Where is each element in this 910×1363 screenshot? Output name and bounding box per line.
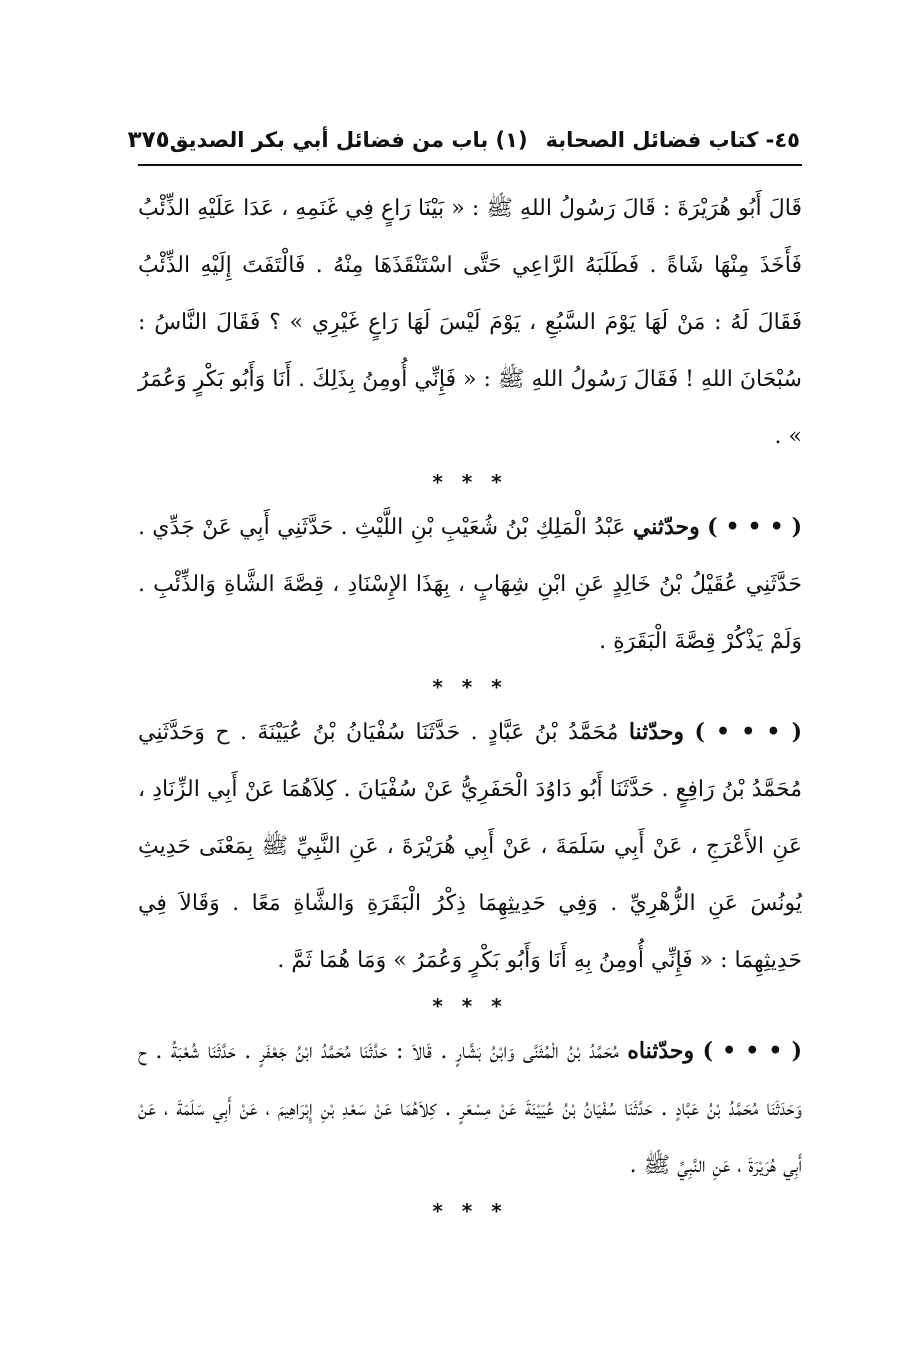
narration-lead: وحدّثناه [627,1038,695,1064]
hadith-paragraph-3 [138,704,802,989]
page-body [138,180,802,1228]
chapter-title: ٤٥- كتاب فضائل الصحابة [545,128,800,152]
section-separator: * * * [432,994,508,1018]
section-separator: * * * [432,470,508,494]
hadith-number: ( • • • ) [694,719,802,745]
hadith-number: ( • • • ) [702,1038,803,1064]
header-rule [138,164,802,166]
paragraph-text: قَالَ أَبُو هُرَيْرَةَ : قَالَ رَسُولُ اللهِ ﷺ : « بَيْنَا رَاعٍ فِي غَنَمِهِ ، عَدَا عَلَيْهِ الذِّئْبُ فَأَخَذَ مِنْهَا شَاةً . فَطَلَبَهُ الرَّاعِي حَتَّى اسْتَنْقَذَهَا مِنْهُ . فَالْتَفَتَ إِلَيْهِ الذِّئْبُ فَقَالَ لَهُ : مَنْ لَهَا يَوْمَ السَّبُعِ ، يَوْمَ لَيْسَ لَهَا رَاعٍ غَيْرِي » ؟ فَقَالَ النَّاسُ : سُبْحَانَ اللهِ ! فَقَالَ رَسُولُ اللهِ ﷺ : « فَإِنِّي أُومِنُ بِذَلِكَ . أَنَا وَأَبُو بَكْرٍ وَعُمَرُ » . [138,196,802,449]
section-separator: * * * [432,675,508,699]
narration-lead: وحدّثني [632,514,700,540]
hadith-number: ( • • • ) [707,514,803,540]
hadith-paragraph-4 [138,1023,802,1194]
hadith-paragraph-2 [138,499,802,670]
narration-lead: وحدّثنا [628,719,685,745]
running-header [127,118,800,162]
paragraph-text: مُحَمَّدُ بْنُ الْمُثَنَّى وَابْنُ بَشَّارٍ . قَالاَ : حَدَّثَنَا مُحَمَّدُ ابْنُ جَعْفَرٍ . حَدَّثَنَا شُعْبَةُ . ح وَحَدَثَنَا مُحَمَّدُ بْنُ عَبَّادٍ . حَدَّثَنَا سُفْيَانُ بْنُ عُيَيْنَةَ عَنْ مِسْعَرٍ . كِلاَهُمَا عَنْ سَعْدِ بْنِ إِبْرَاهِيمَ ، عَنْ أَبِي سَلَمَةَ ، عَنْ أَبِي هُرَيْرَةَ ، عَنِ النَّبِيِّ ﷺ . [138,1039,802,1178]
paragraph-text: عَبْدُ الْمَلِكِ بْنُ شُعَيْبِ بْنِ اللَّيْثِ . حَدَّثَنِي أَبِي عَنْ جَدِّي . حَدَّثَنِي عُقَيْلُ بْنُ خَالِدٍ عَنِ ابْنِ شِهَابٍ ، بِهَذَا الإِسْنَادِ ، قِصَّةَ الشَّاةِ وَالذِّئْبِ . وَلَمْ يَذْكُرْ قِصَّةَ الْبَقَرَةِ . [138,515,802,654]
section-title: (١) باب من فضائل أبي بكر الصديق [169,128,528,152]
hadith-paragraph-1 [138,180,802,465]
section-separator: * * * [432,1199,508,1223]
page-number: ٣٧٥ [127,127,170,153]
paragraph-text: مُحَمَّدُ بْنُ عَبَّادٍ . حَدَّثَنَا سُفْيَانُ بْنُ عُيَيْنَةَ . ح وَحَدَّثَنِي مُحَمَّدُ بْنُ رَافِعٍ . حَدَّثَنَا أَبُو دَاوُدَ الْحَفَرِيُّ عَنْ سُفْيَانَ . كِلاَهُمَا عَنْ أَبِي الزِّنَادِ ، عَنِ الأَعْرَجِ ، عَنْ أَبِي سَلَمَةَ ، عَنْ أَبِي هُرَيْرَةَ ، عَنِ النَّبِيِّ ﷺ بِمَعْنَى حَدِيثِ يُونُسَ عَنِ الزُّهْرِيِّ . وَفِي حَدِيثِهِمَا ذِكْرُ الْبَقَرَةِ وَالشَّاةِ مَعًا . وَقَالاَ فِي حَدِيثِهِمَا : « فَإِنِّي أُومِنُ بِهِ أَنَا وَأَبُو بَكْرٍ وَعُمَرُ » وَمَا هُمَا ثَمَّ . [138,720,802,973]
